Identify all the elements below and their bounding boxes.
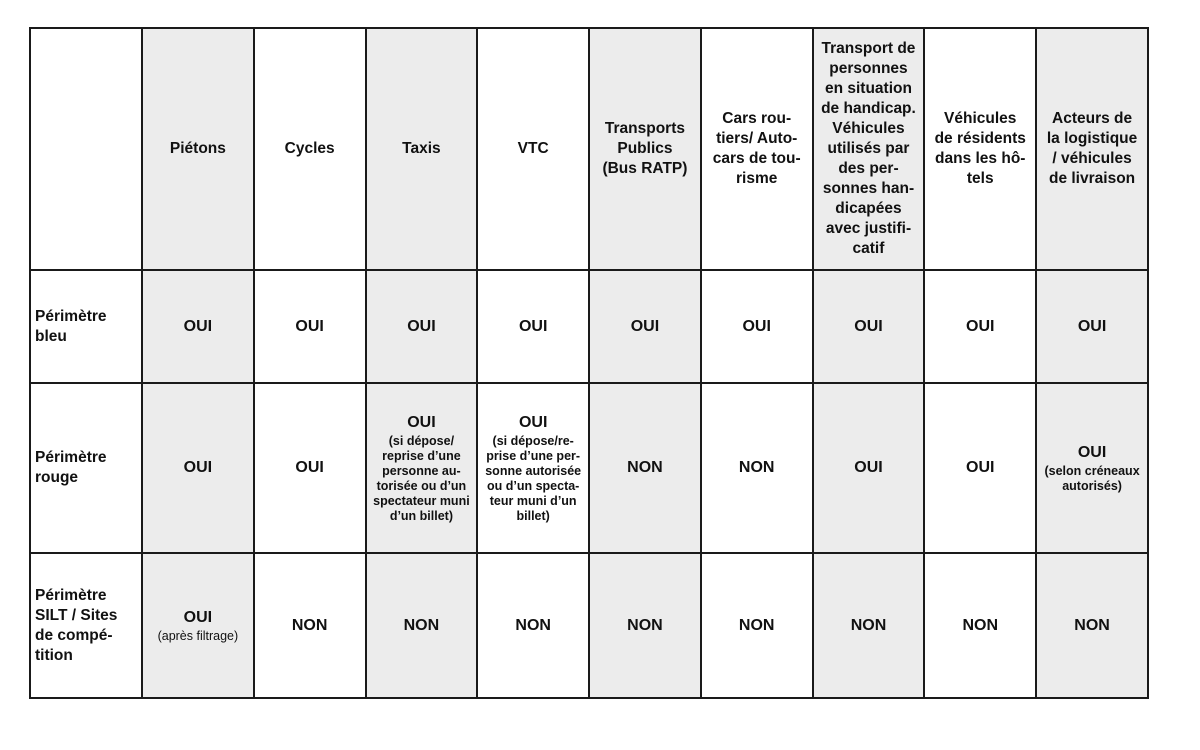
- cell-value: OUI: [1077, 317, 1107, 335]
- column-header-vehicules-residents: Véhicules de résidents dans les hô- tels: [924, 28, 1036, 270]
- column-header-cars-routiers: Cars rou- tiers/ Auto- cars de tou- risme: [701, 28, 813, 270]
- table-cell: [477, 553, 589, 698]
- corner-cell: [30, 28, 142, 270]
- table-cell: [589, 383, 701, 553]
- table-cell: [589, 553, 701, 698]
- table-row-perimetre-silt: [30, 553, 1148, 698]
- cell-value: OUI: [295, 317, 324, 335]
- cell-value: NON: [515, 616, 551, 634]
- cell-value: NON: [403, 616, 440, 634]
- table-cell: [1036, 553, 1148, 698]
- table-cell: [477, 270, 589, 383]
- cell-value: NON: [627, 616, 663, 634]
- cell-value: NON: [850, 616, 887, 634]
- cell-note: (selon créneaux autorisés): [1044, 463, 1140, 493]
- table-cell: [813, 553, 925, 698]
- cell-value: OUI: [407, 317, 436, 335]
- table-cell: [813, 270, 925, 383]
- cell-value: NON: [1074, 616, 1110, 634]
- cell-value: OUI: [183, 608, 213, 626]
- table-cell: [254, 553, 366, 698]
- column-header-vtc: VTC: [477, 28, 589, 270]
- row-label-perimetre-bleu: Périmètre bleu: [30, 270, 142, 383]
- cell-value: OUI: [295, 459, 324, 476]
- cell-value: OUI: [1077, 443, 1107, 461]
- row-label-perimetre-rouge: Périmètre rouge: [30, 383, 142, 553]
- cell-value: OUI: [742, 317, 771, 335]
- cell-value: OUI: [407, 413, 436, 431]
- table-cell: [366, 270, 478, 383]
- table-cell: [701, 383, 813, 553]
- column-header-logistique: Acteurs de la logistique / véhicules de livraison: [1036, 28, 1148, 270]
- cell-value: OUI: [183, 459, 213, 476]
- table-cell: [813, 383, 925, 553]
- table-row-perimetre-bleu: [30, 270, 1148, 383]
- table-cell: [477, 383, 589, 553]
- cell-value: OUI: [183, 317, 213, 335]
- cell-note: (si dépose/ reprise d’une personne au- torisée ou d’un spectateur muni d’un billet): [373, 433, 470, 523]
- cell-value: OUI: [854, 317, 883, 335]
- cell-value: OUI: [966, 317, 995, 335]
- row-label-perimetre-silt: Périmètre SILT / Sites de compé- tition: [30, 553, 142, 698]
- table-row-perimetre-rouge: [30, 383, 1148, 553]
- table-cell: [924, 383, 1036, 553]
- cell-value: OUI: [518, 413, 548, 431]
- column-header-transports-publics: Transports Publics (Bus RATP): [589, 28, 701, 270]
- cell-note: (si dépose/re- prise d’une per- sonne autorisée ou d’un specta- teur muni d’un billet): [485, 433, 582, 523]
- cell-value: NON: [627, 459, 663, 476]
- table-cell: [589, 270, 701, 383]
- table-cell: [1036, 383, 1148, 553]
- table-cell: [142, 270, 254, 383]
- table-cell: [701, 270, 813, 383]
- cell-value: NON: [738, 459, 775, 476]
- access-perimeter-table: [29, 27, 1149, 699]
- table-cell: [924, 553, 1036, 698]
- table-cell: [142, 383, 254, 553]
- table-cell: [366, 553, 478, 698]
- table-cell: [254, 383, 366, 553]
- cell-value: OUI: [518, 317, 548, 335]
- header-row: [30, 28, 1148, 270]
- column-header-taxis: Taxis: [366, 28, 478, 270]
- cell-value: NON: [738, 616, 775, 634]
- table-cell: [1036, 270, 1148, 383]
- table-cell: [254, 270, 366, 383]
- cell-value: OUI: [966, 459, 995, 476]
- table-cell: [701, 553, 813, 698]
- table-cell: [142, 553, 254, 698]
- cell-value: OUI: [630, 317, 660, 335]
- table-cell: [366, 383, 478, 553]
- column-header-transport-handicap: Transport de personnes en situation de handicap. Véhicules utilisés par des per- sonnes han- dicapées avec justifi- catif: [813, 28, 925, 270]
- table-cell: [924, 270, 1036, 383]
- cell-value: NON: [291, 616, 328, 634]
- column-header-pietons: Piétons: [142, 28, 254, 270]
- column-header-cycles: Cycles: [254, 28, 366, 270]
- cell-note: (après filtrage): [157, 628, 239, 643]
- cell-value: OUI: [854, 459, 883, 476]
- cell-value: NON: [962, 616, 999, 634]
